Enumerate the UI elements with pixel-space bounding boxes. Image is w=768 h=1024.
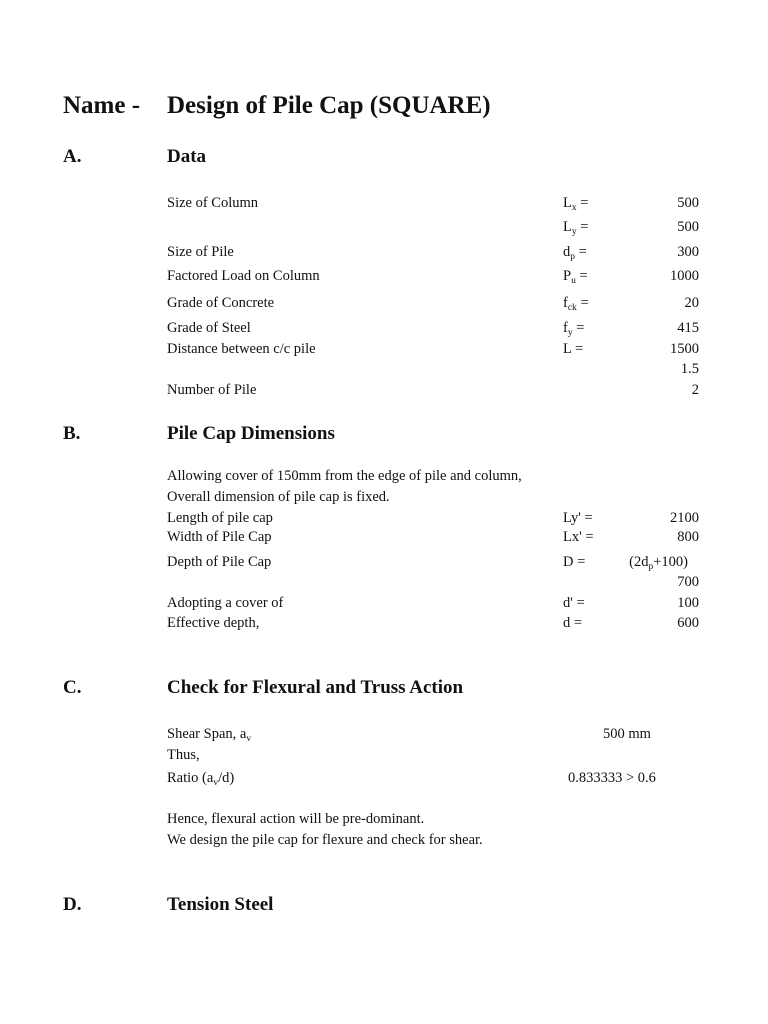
thus-label: Thus, bbox=[167, 747, 200, 763]
row-label-pile-distance: Distance between c/c pile bbox=[167, 341, 316, 357]
row-value-number-of-pile: 2 bbox=[691, 382, 699, 398]
section-b-title: Pile Cap Dimensions bbox=[167, 423, 335, 444]
row-label-pile-size: Size of Pile bbox=[167, 244, 234, 260]
row-value-dp: 300 bbox=[677, 244, 699, 260]
row-label-cover: Adopting a cover of bbox=[167, 595, 284, 611]
row-value-cap-depth: 700 bbox=[677, 574, 699, 590]
row-symbol-fy: $f_y$ = bbox=[563, 320, 585, 338]
row-symbol-lx-prime: Lx' = bbox=[563, 529, 594, 545]
row-label-cap-width: Width of Pile Cap bbox=[167, 529, 272, 545]
row-value-pu: 1000 bbox=[670, 268, 699, 284]
row-symbol-d-cap: D = bbox=[563, 554, 586, 570]
row-symbol-pu: $P_u$ = bbox=[563, 268, 588, 286]
depth-formula: $(2d_p+100)$ bbox=[629, 554, 688, 572]
conclusion-line-2: We design the pile cap for flexure and check for shear. bbox=[167, 832, 483, 848]
cover-note-line-2: Overall dimension of pile cap is fixed. bbox=[167, 489, 390, 505]
ratio-value: 0.833333 > 0.6 bbox=[568, 770, 656, 786]
row-symbol-ly-prime: Ly' = bbox=[563, 510, 593, 526]
row-symbol-l: L = bbox=[563, 341, 584, 357]
row-value-lx: 500 bbox=[677, 195, 699, 211]
section-b-letter: B. bbox=[63, 423, 81, 444]
row-symbol-fck: $f_{ck}$ = bbox=[563, 295, 589, 313]
row-symbol-d-prime: d' = bbox=[563, 595, 585, 611]
page-title: Design of Pile Cap (SQUARE) bbox=[167, 92, 491, 119]
conclusion-line-1: Hence, flexural action will be pre-dominant. bbox=[167, 811, 425, 827]
name-label: Name - bbox=[63, 92, 141, 119]
ratio-label: Ratio $(a_v/d)$ bbox=[167, 770, 235, 788]
row-value-l: 1500 bbox=[670, 341, 699, 357]
row-label-steel: Grade of Steel bbox=[167, 320, 251, 336]
row-value-cap-length: 2100 bbox=[670, 510, 699, 526]
section-a-letter: A. bbox=[63, 146, 82, 167]
row-symbol-dp: $d_p$ = bbox=[563, 244, 587, 262]
shear-span-value: 500 mm bbox=[603, 726, 651, 742]
section-c-title: Check for Flexural and Truss Action bbox=[167, 677, 464, 698]
row-value-fy: 415 bbox=[677, 320, 699, 336]
row-label-concrete: Grade of Concrete bbox=[167, 295, 275, 311]
row-value-ratio: 1.5 bbox=[680, 361, 699, 377]
section-a-title: Data bbox=[167, 146, 207, 167]
row-symbol-ly: $L_y$ = bbox=[563, 219, 589, 237]
row-label-cap-depth: Depth of Pile Cap bbox=[167, 554, 272, 570]
row-label-cap-length: Length of pile cap bbox=[167, 510, 273, 526]
section-d-letter: D. bbox=[63, 894, 82, 915]
row-symbol-d: d = bbox=[563, 615, 583, 631]
row-value-effective-depth: 600 bbox=[677, 615, 699, 631]
section-d-title: Tension Steel bbox=[167, 894, 274, 915]
row-value-cover: 100 bbox=[677, 595, 699, 611]
shear-span-label: Shear Span, $a_v$ bbox=[167, 726, 252, 744]
row-label-column-size: Size of Column bbox=[167, 195, 259, 211]
row-value-ly: 500 bbox=[677, 219, 699, 235]
row-label-number-of-pile: Number of Pile bbox=[167, 382, 257, 398]
row-value-fck: 20 bbox=[684, 295, 699, 311]
cover-note-line-1: Allowing cover of 150mm from the edge of pile and column, bbox=[167, 468, 522, 484]
section-c-letter: C. bbox=[63, 677, 82, 698]
row-label-load: Factored Load on Column bbox=[167, 268, 320, 284]
row-symbol-lx: $L_x$ = bbox=[563, 195, 589, 213]
row-value-cap-width: 800 bbox=[677, 529, 699, 545]
row-label-effective-depth: Effective depth, bbox=[167, 615, 260, 631]
